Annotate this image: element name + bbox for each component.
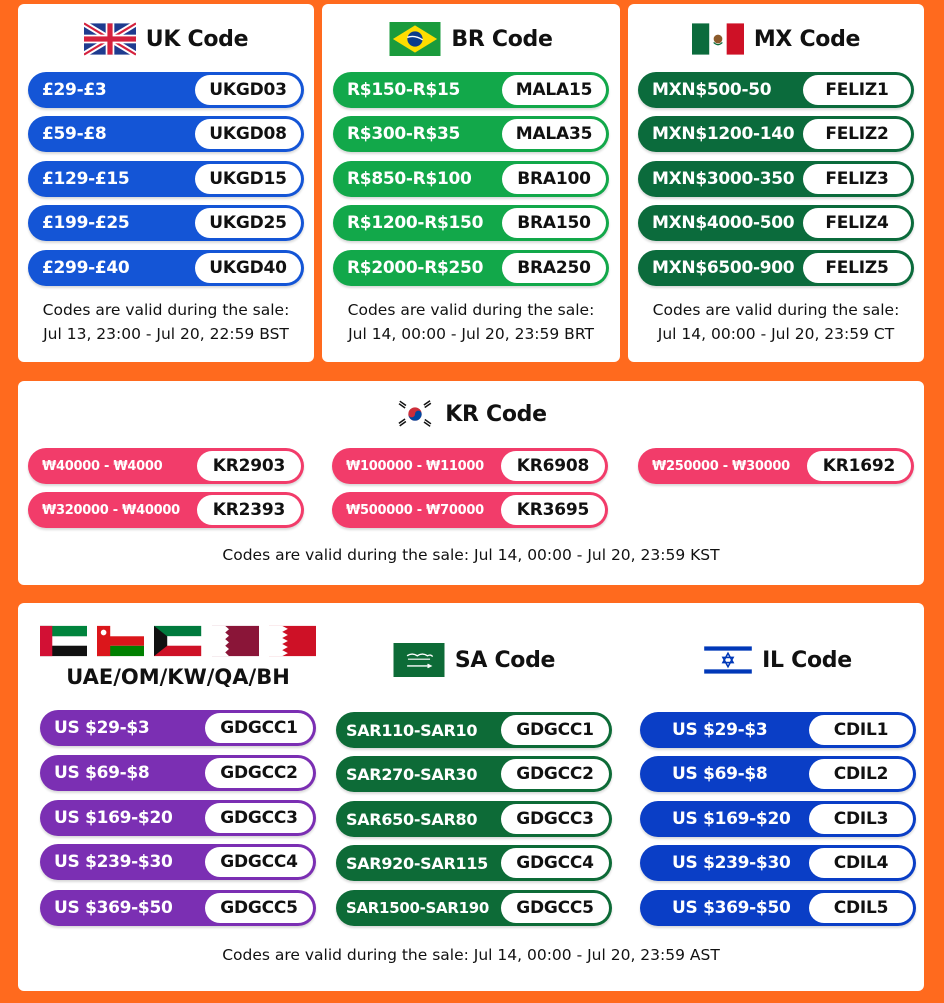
gcc-title: UAE/OM/KW/QA/BH xyxy=(66,665,290,689)
coupon-code[interactable]: GDGCC3 xyxy=(205,803,313,833)
il-code-row[interactable] xyxy=(640,801,916,837)
coupon-code[interactable]: GDGCC5 xyxy=(501,893,609,923)
coupon-code[interactable]: FELIZ1 xyxy=(803,75,911,105)
discount-amount: ₩40000 - ₩4000 xyxy=(42,458,163,474)
uk-code-row[interactable] xyxy=(28,161,304,197)
korea-flag-icon xyxy=(395,397,435,431)
coupon-code[interactable]: MALA35 xyxy=(502,119,606,149)
coupon-code[interactable]: BRA100 xyxy=(502,164,606,194)
gcc-code-row[interactable] xyxy=(40,844,316,880)
coupon-code[interactable]: CDIL4 xyxy=(809,848,913,878)
uk-code-row[interactable] xyxy=(28,116,304,152)
discount-amount: SAR650-SAR80 xyxy=(346,809,478,829)
discount-amount: R$1200-R$150 xyxy=(347,213,484,233)
mx-title: MX Code xyxy=(753,26,861,52)
sa-code-row[interactable] xyxy=(336,890,612,926)
israel-flag-icon xyxy=(704,643,752,677)
sa-header xyxy=(336,641,612,679)
discount-amount: SAR110-SAR10 xyxy=(346,720,478,740)
saudi-flag-icon xyxy=(393,643,445,677)
brazil-flag-icon xyxy=(389,22,441,56)
note-line: Codes are valid during the sale: xyxy=(42,301,290,319)
gcc-code-row[interactable] xyxy=(40,890,316,926)
il-code-row[interactable] xyxy=(640,890,916,926)
sa-code-row[interactable] xyxy=(336,756,612,792)
note-line: Jul 14, 00:00 - Jul 20, 23:59 BRT xyxy=(348,325,594,343)
coupon-code[interactable]: CDIL1 xyxy=(809,715,913,745)
sa-title: SA Code xyxy=(454,647,556,673)
coupon-code[interactable]: GDGCC1 xyxy=(501,715,609,745)
discount-amount: £29-£3 xyxy=(42,80,107,100)
mx-code-panel xyxy=(628,4,924,362)
kr-code-row[interactable] xyxy=(28,492,304,528)
coupon-code[interactable]: UKGD08 xyxy=(195,119,301,149)
discount-amount: ₩250000 - ₩30000 xyxy=(652,458,790,474)
br-code-panel xyxy=(322,4,620,362)
discount-amount: R$300-R$35 xyxy=(347,124,461,144)
il-code-row[interactable] xyxy=(640,756,916,792)
discount-amount: £299-£40 xyxy=(42,258,130,278)
coupon-code[interactable]: BRA250 xyxy=(502,253,606,283)
discount-amount: US $29-$3 xyxy=(54,718,150,738)
il-header xyxy=(640,641,916,679)
coupon-code[interactable]: GDGCC4 xyxy=(501,848,609,878)
kr-title: KR Code xyxy=(445,401,547,427)
uae-flag-icon xyxy=(40,625,87,657)
sa-code-row[interactable] xyxy=(336,801,612,837)
gcc-code-row[interactable] xyxy=(40,710,316,746)
discount-amount: US $369-$50 xyxy=(672,898,791,918)
br-code-row[interactable] xyxy=(333,250,609,286)
uk-flag-icon xyxy=(84,22,136,56)
oman-flag-icon xyxy=(97,625,144,657)
coupon-code[interactable]: KR1692 xyxy=(807,451,911,481)
discount-amount: SAR920-SAR115 xyxy=(346,853,488,873)
qatar-flag-icon xyxy=(212,625,259,657)
discount-amount: MXN$6500-900 xyxy=(652,258,795,278)
mx-code-row[interactable] xyxy=(638,161,914,197)
br-code-row[interactable] xyxy=(333,161,609,197)
bahrain-flag-icon xyxy=(269,625,316,657)
discount-amount: ₩320000 - ₩40000 xyxy=(42,502,180,518)
discount-amount: MXN$3000-350 xyxy=(652,169,795,189)
kr-code-row[interactable] xyxy=(332,448,608,484)
kr-code-row[interactable] xyxy=(332,492,608,528)
discount-amount: MXN$500-50 xyxy=(652,80,772,100)
gcc-flags xyxy=(40,625,316,657)
sa-code-row[interactable] xyxy=(336,712,612,748)
discount-amount: US $169-$20 xyxy=(54,808,173,828)
coupon-code[interactable]: CDIL3 xyxy=(809,804,913,834)
il-code-row[interactable] xyxy=(640,712,916,748)
coupon-code[interactable]: KR3695 xyxy=(501,495,605,525)
coupon-code[interactable]: KR2903 xyxy=(197,451,301,481)
discount-amount: R$2000-R$250 xyxy=(347,258,484,278)
kr-code-panel xyxy=(18,381,924,585)
note-line: Codes are valid during the sale: xyxy=(347,301,595,319)
sa-code-row[interactable] xyxy=(336,845,612,881)
coupon-code[interactable]: CDIL2 xyxy=(809,759,913,789)
discount-amount: MXN$1200-140 xyxy=(652,124,795,144)
mx-validity-note xyxy=(628,298,924,346)
coupon-code[interactable]: GDGCC3 xyxy=(501,804,609,834)
discount-amount: US $29-$3 xyxy=(672,720,768,740)
uk-code-row[interactable] xyxy=(28,205,304,241)
gcc-code-row[interactable] xyxy=(40,800,316,836)
discount-amount: ₩100000 - ₩11000 xyxy=(346,458,484,474)
br-header xyxy=(322,20,620,58)
discount-amount: R$850-R$100 xyxy=(347,169,472,189)
coupon-code[interactable]: UKGD15 xyxy=(195,164,301,194)
il-code-row[interactable] xyxy=(640,845,916,881)
coupon-code[interactable]: GDGCC5 xyxy=(205,893,313,923)
mx-code-row[interactable] xyxy=(638,205,914,241)
discount-amount: US $239-$30 xyxy=(54,852,173,872)
coupon-code[interactable]: GDGCC2 xyxy=(205,758,313,788)
mx-code-row[interactable] xyxy=(638,116,914,152)
discount-amount: SAR270-SAR30 xyxy=(346,764,478,784)
coupon-code[interactable]: GDGCC4 xyxy=(205,847,313,877)
coupon-code[interactable]: UKGD03 xyxy=(195,75,301,105)
note-line: Jul 14, 00:00 - Jul 20, 23:59 CT xyxy=(657,325,895,343)
discount-amount: US $69-$8 xyxy=(672,764,768,784)
mx-header xyxy=(628,20,924,58)
uk-validity-note xyxy=(18,298,314,346)
coupon-code[interactable]: FELIZ4 xyxy=(803,208,911,238)
coupon-code[interactable]: KR2393 xyxy=(197,495,301,525)
coupon-code[interactable]: CDIL5 xyxy=(809,893,913,923)
note-line: Codes are valid during the sale: xyxy=(652,301,900,319)
coupon-code[interactable]: MALA15 xyxy=(502,75,606,105)
middle-east-code-panel xyxy=(18,603,924,991)
coupon-code[interactable]: GDGCC2 xyxy=(501,759,609,789)
mx-code-row[interactable] xyxy=(638,72,914,108)
uk-code-panel xyxy=(18,4,314,362)
mexico-flag-icon xyxy=(692,22,744,56)
discount-amount: US $69-$8 xyxy=(54,763,150,783)
discount-amount: SAR1500-SAR190 xyxy=(346,899,490,917)
gcc-code-row[interactable] xyxy=(40,755,316,791)
kr-validity-note: Codes are valid during the sale: Jul 14, 00:00 - Jul 20, 23:59 KST xyxy=(222,546,720,564)
coupon-code[interactable]: KR6908 xyxy=(501,451,605,481)
mx-code-row[interactable] xyxy=(638,250,914,286)
discount-amount: US $369-$50 xyxy=(54,898,173,918)
kuwait-flag-icon xyxy=(154,625,201,657)
kr-code-row[interactable] xyxy=(638,448,914,484)
note-line: Jul 13, 23:00 - Jul 20, 22:59 BST xyxy=(43,325,289,343)
br-title: BR Code xyxy=(451,26,553,52)
coupon-code[interactable]: UKGD25 xyxy=(195,208,301,238)
coupon-code[interactable]: FELIZ5 xyxy=(803,253,911,283)
br-code-row[interactable] xyxy=(333,72,609,108)
il-title: IL Code xyxy=(762,647,852,673)
uk-title: UK Code xyxy=(145,26,249,52)
kr-code-row[interactable] xyxy=(28,448,304,484)
uk-header xyxy=(18,20,314,58)
discount-amount: MXN$4000-500 xyxy=(652,213,795,233)
kr-header xyxy=(18,395,924,433)
discount-amount: US $169-$20 xyxy=(672,809,791,829)
middle-east-validity-note: Codes are valid during the sale: Jul 14, 00:00 - Jul 20, 23:59 AST xyxy=(222,946,720,964)
discount-amount: £59-£8 xyxy=(42,124,107,144)
uk-code-row[interactable] xyxy=(28,72,304,108)
discount-amount: R$150-R$15 xyxy=(347,80,461,100)
br-code-row[interactable] xyxy=(333,116,609,152)
coupon-code[interactable]: FELIZ2 xyxy=(803,119,911,149)
br-code-row[interactable] xyxy=(333,205,609,241)
coupon-code[interactable]: BRA150 xyxy=(502,208,606,238)
discount-amount: £129-£15 xyxy=(42,169,130,189)
discount-amount: ₩500000 - ₩70000 xyxy=(346,502,484,518)
uk-code-row[interactable] xyxy=(28,250,304,286)
br-validity-note xyxy=(322,298,620,346)
discount-amount: £199-£25 xyxy=(42,213,130,233)
discount-amount: US $239-$30 xyxy=(672,853,791,873)
coupon-code[interactable]: UKGD40 xyxy=(195,253,301,283)
coupon-code[interactable]: GDGCC1 xyxy=(205,713,313,743)
coupon-code[interactable]: FELIZ3 xyxy=(803,164,911,194)
